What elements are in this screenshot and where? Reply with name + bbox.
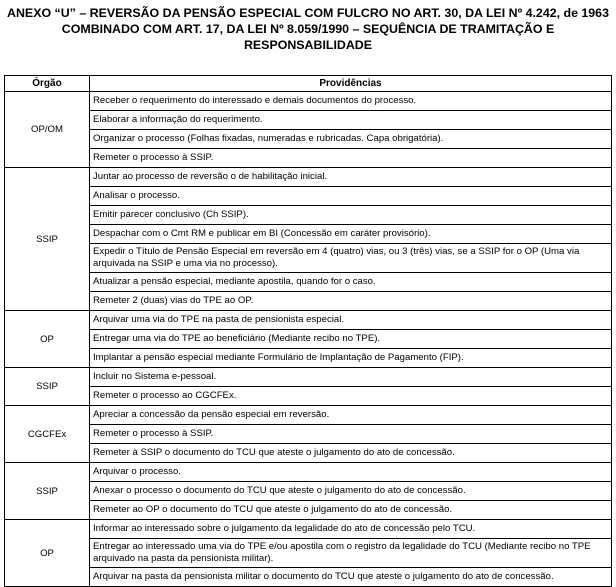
table-row xyxy=(5,244,612,273)
title-line: ANEXO “U” – REVERSÃO DA PENSÃO ESPECIAL COM FULCRO NO ART. 30, DA LEI Nº 4.242, de 1963 xyxy=(7,6,609,20)
providencia-cell: Implantar a pensão especial mediante Formulário de Implantação de Pagamento (FIP). xyxy=(90,349,612,368)
title-line: COMBINADO COM ART. 17, DA LEI Nº 8.059/1990 – SEQUÊNCIA DE TRAMITAÇÃO E xyxy=(61,22,555,36)
providencia-cell: Anexar o processo o documento do TCU que ateste o julgamento do ato de concessão. xyxy=(90,482,612,501)
providencia-cell: Remeter 2 (duas) vias do TPE ao OP. xyxy=(90,292,612,311)
table-row xyxy=(5,482,612,501)
table-row xyxy=(5,463,612,482)
table-row xyxy=(5,225,612,244)
table-row xyxy=(5,149,612,168)
table-row xyxy=(5,292,612,311)
providencia-cell: Entregar ao interessado uma via do TPE e/ou apostila com o registro da legalidade do TCU (Mediante recibo no TPE arquivado na pasta da pensionista militar). xyxy=(90,539,612,568)
providencia-cell: Entregar uma via do TPE ao beneficiário (Mediante recibo no TPE). xyxy=(90,330,612,349)
table-row xyxy=(5,501,612,520)
document-title xyxy=(0,5,616,53)
header-row xyxy=(5,76,612,92)
providencia-cell: Incluir no Sistema e-pessoal. xyxy=(90,368,612,387)
providencia-cell: Elaborar a informação do requerimento. xyxy=(90,111,612,130)
header-providencias: Providências xyxy=(90,76,612,92)
table-row xyxy=(5,425,612,444)
table-row xyxy=(5,168,612,187)
providencia-cell: Juntar ao processo de reversão o de habilitação inicial. xyxy=(90,168,612,187)
orgao-cell: SSIP xyxy=(5,368,90,406)
providencia-cell: Emitir parecer conclusivo (Ch SSIP). xyxy=(90,206,612,225)
providencia-cell: Despachar com o Cmt RM e publicar em BI (Concessão em caráter provisório). xyxy=(90,225,612,244)
table-row xyxy=(5,387,612,406)
providencia-cell: Remeter o processo à SSIP. xyxy=(90,425,612,444)
table-row xyxy=(5,368,612,387)
table-row xyxy=(5,273,612,292)
providencia-cell: Remeter o processo ao CGCFEx. xyxy=(90,387,612,406)
providencia-cell: Arquivar uma via do TPE na pasta de pensionista especial. xyxy=(90,311,612,330)
table-row xyxy=(5,444,612,463)
table-body xyxy=(5,92,612,587)
table-row xyxy=(5,187,612,206)
table-row xyxy=(5,206,612,225)
orgao-cell: OP xyxy=(5,311,90,368)
providencia-cell: Informar ao interessado sobre o julgamento da legalidade do ato de concessão pelo TCU. xyxy=(90,520,612,539)
providencia-cell: Expedir o Título de Pensão Especial em reversão em 4 (quatro) vias, ou 3 (três) vias, se a SSIP for o OP (Uma via arquivada na SSIP e uma via no processo). xyxy=(90,244,612,273)
orgao-cell: CGCFEx xyxy=(5,406,90,463)
table-row xyxy=(5,111,612,130)
providencia-cell: Organizar o processo (Folhas fixadas, numeradas e rubricadas. Capa obrigatória). xyxy=(90,130,612,149)
table-row xyxy=(5,130,612,149)
table-row xyxy=(5,92,612,111)
providencia-cell: Analisar o processo. xyxy=(90,187,612,206)
providencia-cell: Receber o requerimento do interessado e demais documentos do processo. xyxy=(90,92,612,111)
providencia-cell: Atualizar a pensão especial, mediante apostila, quando for o caso. xyxy=(90,273,612,292)
providencia-cell: Remeter à SSIP o documento do TCU que ateste o julgamento do ato de concessão. xyxy=(90,444,612,463)
table-row xyxy=(5,568,612,587)
table-row xyxy=(5,539,612,568)
table-row xyxy=(5,349,612,368)
providencia-cell: Remeter o processo à SSIP. xyxy=(90,149,612,168)
providencia-cell: Apreciar a concessão da pensão especial em reversão. xyxy=(90,406,612,425)
title-line: RESPONSABILIDADE xyxy=(243,38,373,52)
table-row xyxy=(5,406,612,425)
header-orgao: Órgão xyxy=(5,76,90,92)
providencia-cell: Arquivar na pasta da pensionista militar o documento do TCU que ateste o julgamento do ato de concessão. xyxy=(90,568,612,587)
table-row xyxy=(5,330,612,349)
orgao-cell: OP/OM xyxy=(5,92,90,168)
providencia-cell: Arquivar o processo. xyxy=(90,463,612,482)
procedure-table xyxy=(4,75,612,587)
providencia-cell: Remeter ao OP o documento do TCU que ateste o julgamento do ato de concessão. xyxy=(90,501,612,520)
table-row xyxy=(5,311,612,330)
orgao-cell: SSIP xyxy=(5,463,90,520)
orgao-cell: OP xyxy=(5,520,90,587)
table-row xyxy=(5,520,612,539)
orgao-cell: SSIP xyxy=(5,168,90,311)
